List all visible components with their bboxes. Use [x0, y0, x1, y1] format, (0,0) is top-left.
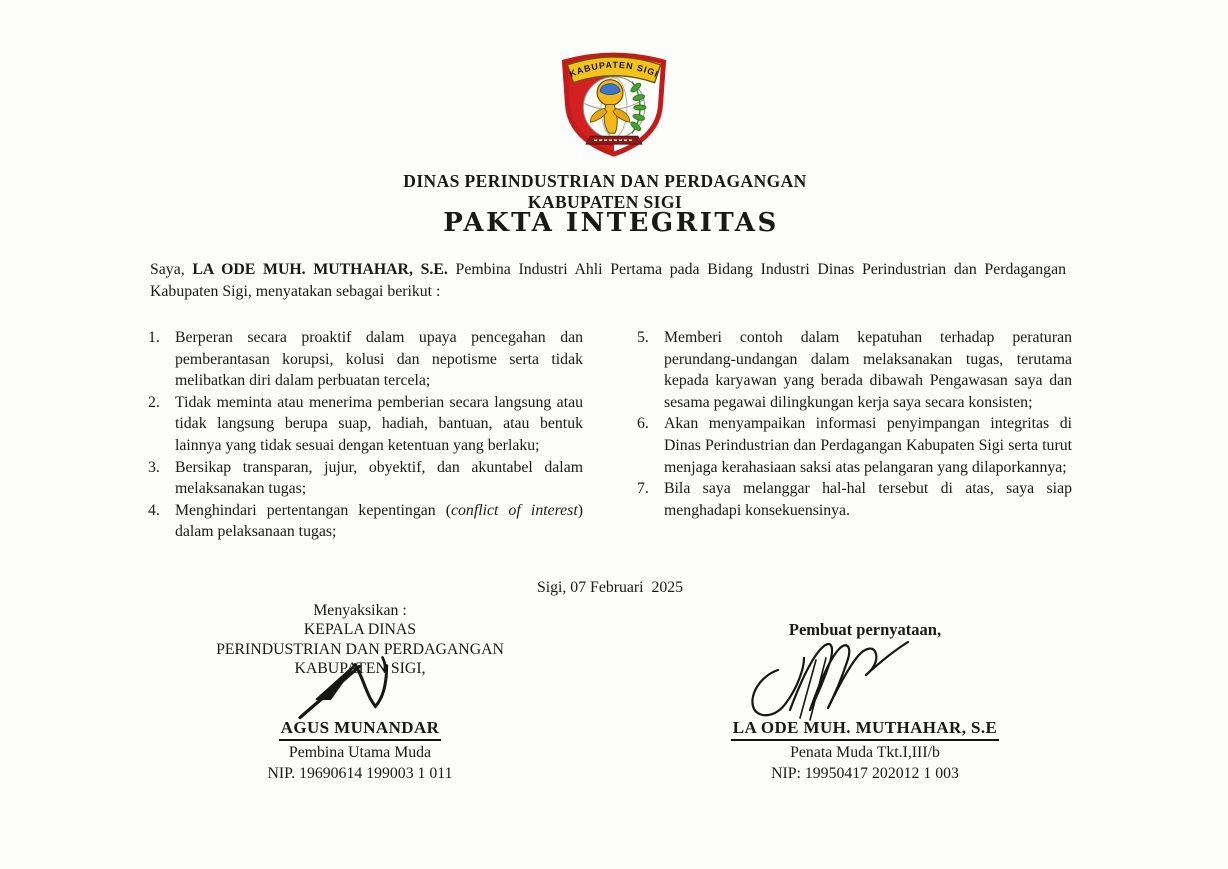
org-name-line1: DINAS PERINDUSTRIAN DAN PERDAGANGAN [403, 171, 807, 191]
item-number: 2. [148, 393, 160, 411]
declarant-name-inline: LA ODE MUH. MUTHAHAR, S.E. [192, 261, 448, 278]
witness-name: AGUS MUNANDAR [279, 718, 442, 741]
declarant-name: LA ODE MUH. MUTHAHAR, S.E [731, 718, 1000, 741]
declaration-item-2 [148, 392, 583, 457]
item-number: 7. [637, 480, 649, 498]
witness-title-line3: KABUPATEN SIGI, [294, 660, 426, 678]
declaration-item-6 [637, 413, 1072, 478]
item-text: Akan menyampaikan informasi penyimpangan integritas di Dinas Perindustrian dan Perdagangan Kabupaten Sigi serta turut menjaga kerahasiaan saksi atas pelangaran yang dilaporkannya; [664, 415, 1072, 476]
item-text [175, 500, 583, 543]
declaration-columns [148, 327, 1072, 543]
document-title: PAKTA INTEGRITAS [443, 208, 779, 238]
witness-title-line2: PERINDUSTRIAN DAN PERDAGANGAN [216, 640, 504, 658]
declarant-signature [746, 634, 916, 730]
item-text: Bersikap transparan, jujur, obyektif, dan akuntabel dalam melaksanakan tugas; [175, 458, 583, 498]
kabupaten-sigi-crest [544, 46, 684, 160]
declaration-column-right [637, 327, 1072, 543]
declarant-label: Pembuat pernyataan, [788, 620, 942, 639]
item-number: 1. [148, 329, 160, 346]
item-number: 5. [637, 329, 649, 346]
witness-title-line1: KEPALA DINAS [303, 621, 417, 639]
declaration-item-3 [148, 457, 583, 500]
item-text: Tidak meminta atau menerima pemberian secara langsung atau tidak langsung berupa suap, hadiah, bantuan, atau bentuk lainnya yang tidak sesuai dengan ketentuan yang berlaku; [175, 393, 583, 454]
declaration-item-7 [637, 478, 1072, 521]
item-number: 3. [148, 458, 160, 476]
bottom-ribbon [586, 136, 642, 144]
place-date-line: Sigi, 07 Februari 2025 [536, 579, 684, 596]
crest-banner-text: KABUPATEN SIGI [567, 59, 661, 80]
witness-nip: NIP. 19690614 199003 1 011 [267, 765, 453, 783]
item-number: 6. [637, 415, 649, 433]
item-number: 4. [148, 501, 160, 519]
declaration-item-4 [148, 500, 583, 543]
witness-identity [150, 718, 570, 784]
intro-paragraph [150, 259, 1066, 303]
declaration-column-left [148, 327, 583, 543]
item-text-italic: conflict of interest [451, 501, 578, 519]
declaration-item-5 [637, 327, 1072, 413]
item-text-after: ) dalam pelaksanaan tugas; [175, 501, 583, 541]
witness-signature [296, 650, 408, 724]
declarant-identity [655, 718, 1075, 784]
intro-rest: Pembina Industri Ahli Pertama pada Bidang Industri Dinas Perindustrian dan Perdagangan Kabupaten Sigi, menyatakan sebagai berikut : [150, 261, 1066, 300]
declarant-nip: NIP: 19950417 202012 1 003 [771, 765, 959, 783]
org-name-line2: KABUPATEN SIGI [527, 192, 683, 212]
witness-label: Menyaksikan : [313, 602, 407, 619]
item-text: Memberi contoh dalam kepatuhan terhadap peraturan perundang-undangan dalam melaksanakan tugas, terutama kepada karyawan yang berada dibawah Pengawasan saya dan sesama pegawai dilingkungan kerja saya secara konsisten; [664, 329, 1072, 411]
item-text: Berperan secara proaktif dalam upaya pencegahan dan pemberantasan korupsi, kolusi dan nepotisme serta tidak melibatkan diri dalam perbuatan tercela; [175, 329, 583, 390]
intro-prefix: Saya, [150, 261, 193, 278]
declarant-rank: Penata Muda Tkt.I,III/b [790, 744, 940, 761]
witness-rank: Pembina Utama Muda [288, 744, 432, 761]
declaration-item-1 [148, 327, 583, 392]
item-text-before: Menghindari pertentangan kepentingan ( [175, 501, 452, 519]
item-text: Bila saya melanggar hal-hal tersebut di atas, saya siap menghadapi konsekuensinya. [664, 480, 1072, 519]
